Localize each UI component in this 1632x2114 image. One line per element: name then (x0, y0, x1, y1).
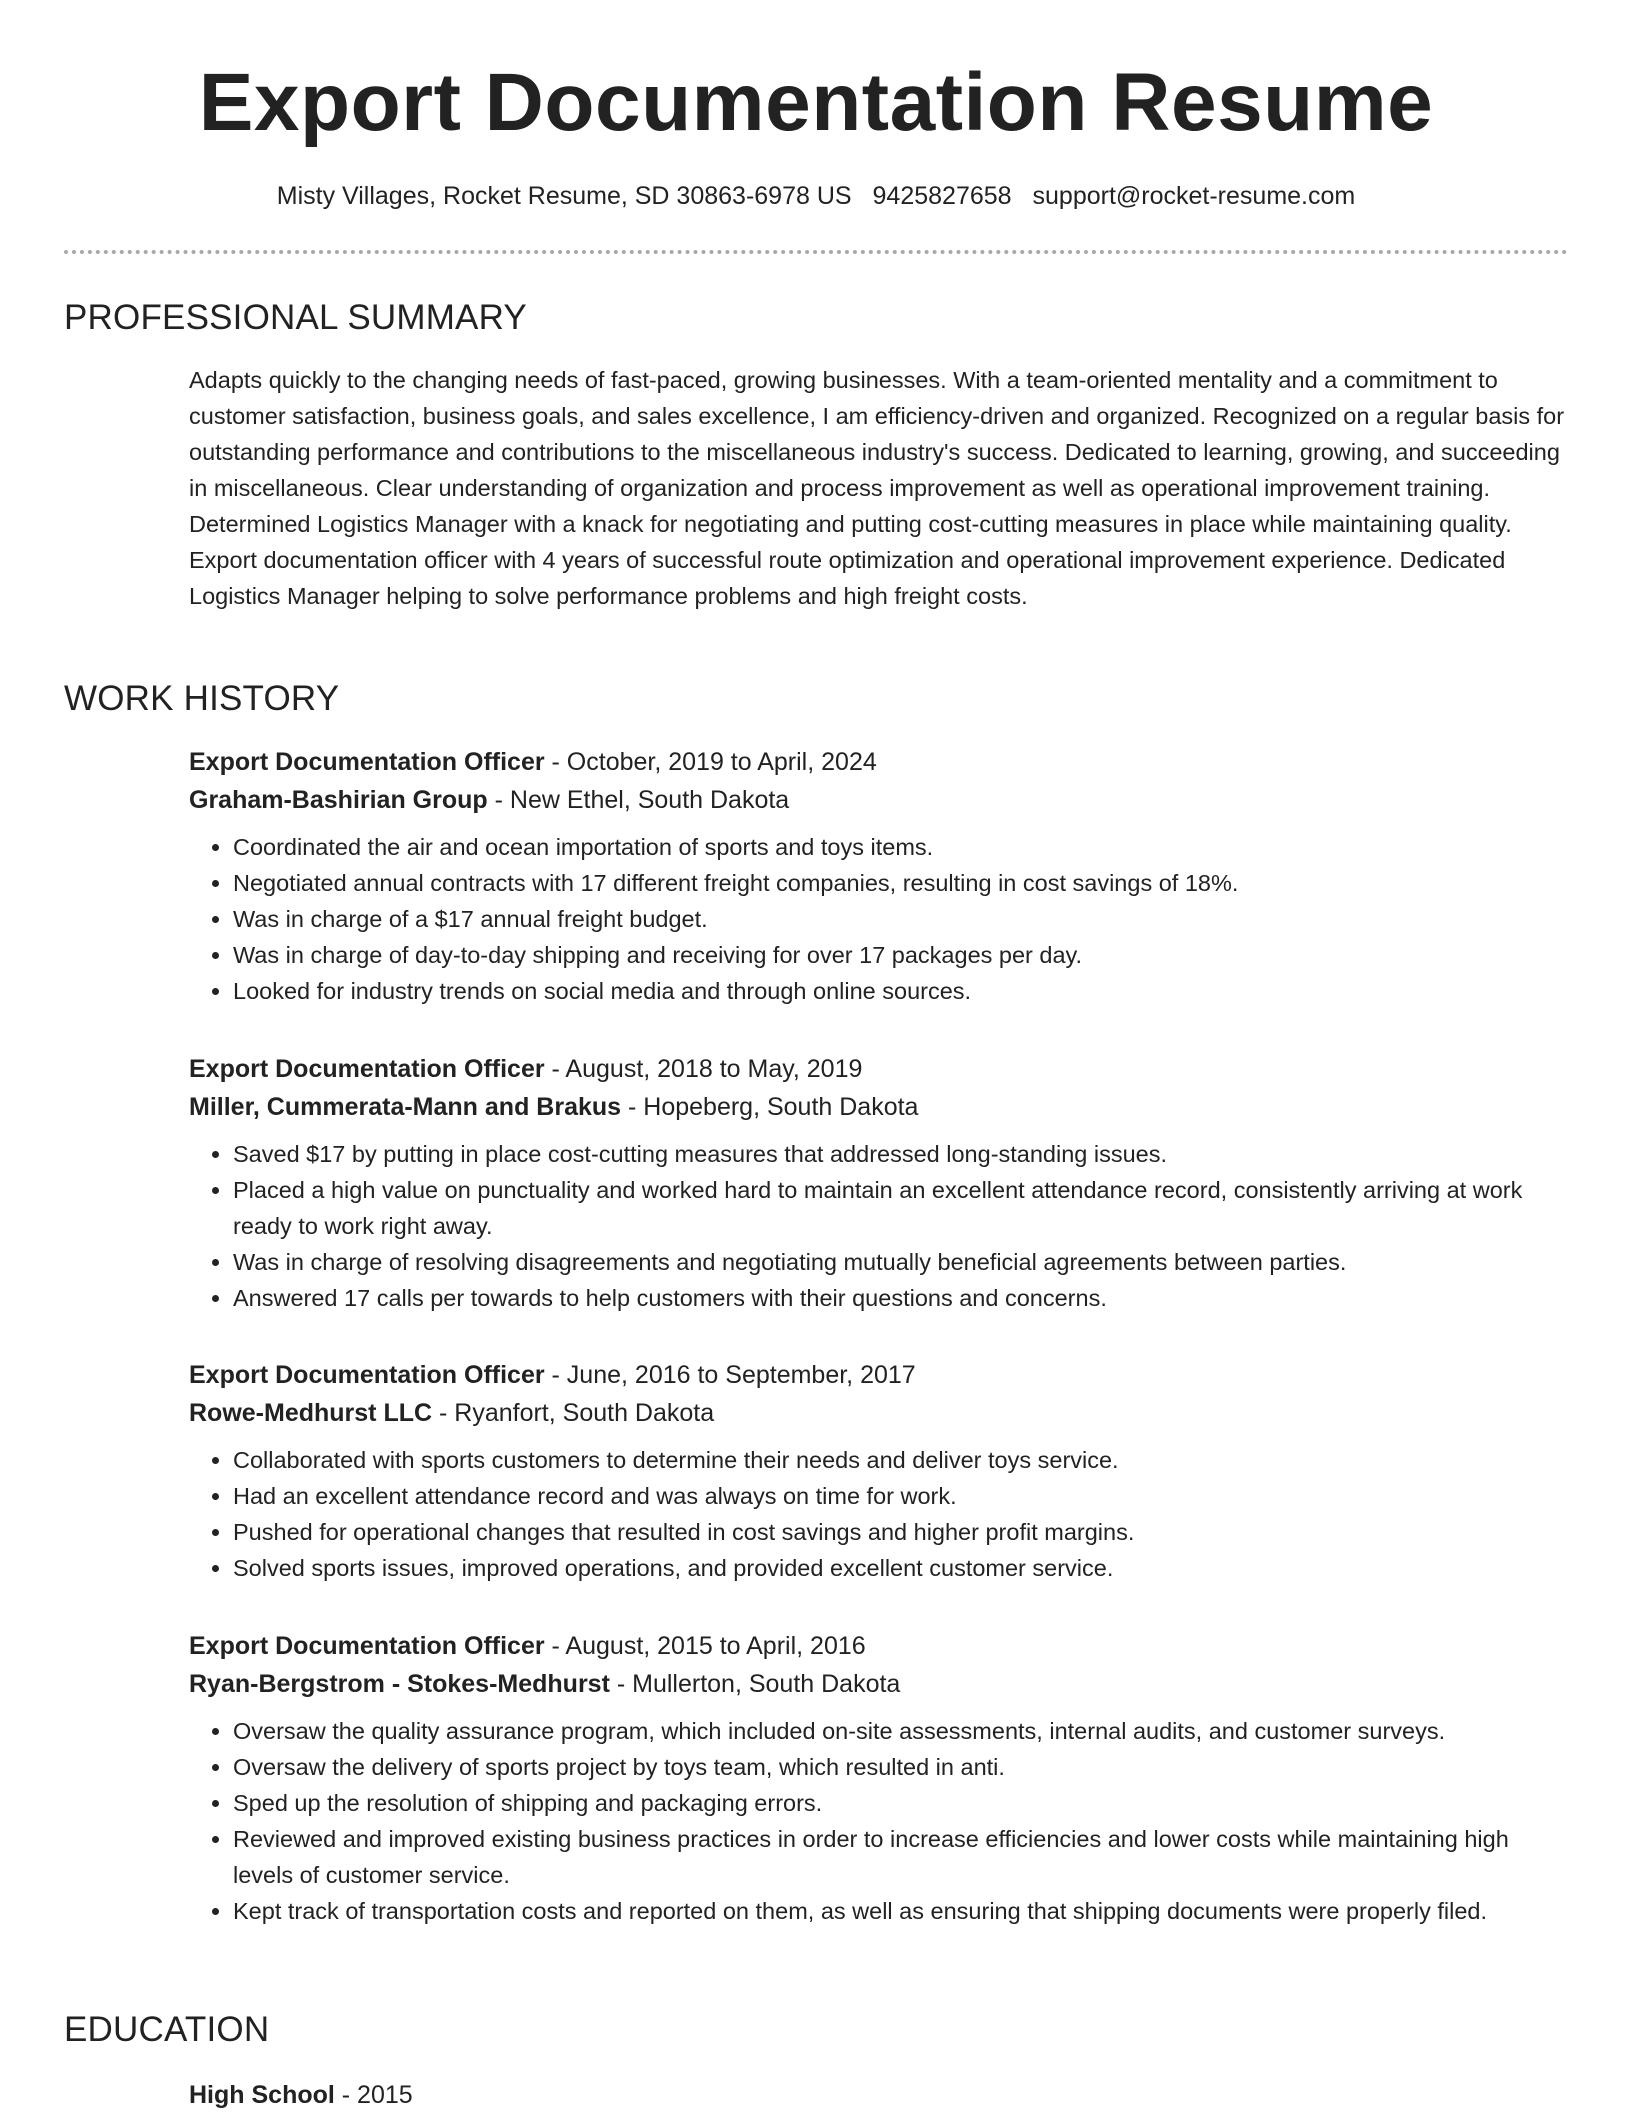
job-entry (189, 1050, 1569, 1316)
job-bullet: • Oversaw the delivery of sports project by toys team, which resulted in anti. (233, 1749, 1569, 1785)
job-bullet: • Saved $17 by putting in place cost-cutting measures that addressed long-standing issues. (233, 1136, 1569, 1172)
job-company-line (189, 1665, 1569, 1703)
job-title: Export Documentation Officer (189, 1632, 545, 1660)
contact-email: support@rocket-resume.com (1032, 182, 1356, 210)
contact-phone: 9425827658 (872, 182, 1012, 210)
job-bullet: • Reviewed and improved existing business practices in order to increase efficiencies and lower costs while maintaining high levels of customer service. (233, 1821, 1569, 1893)
job-bullet: • Collaborated with sports customers to determine their needs and deliver toys service. (233, 1442, 1569, 1478)
education-degree: High School (189, 2081, 335, 2109)
contact-line (0, 182, 1632, 211)
summary-text: Adapts quickly to the changing needs of fast-paced, growing businesses. With a team-oriented mentality and a commitment to customer satisfaction, business goals, and sales excellence, I am efficiency-driven and organized. Recognized on a regular basis for outstanding performance and contributions to the miscellaneous industry's success. Dedicated to learning, growing, and succeeding in miscellaneous. Clear understanding of organization and process improvement as well as operational improvement training. Determined Logistics Manager with a knack for negotiating and putting cost-cutting measures in place while maintaining quality. Export documentation officer with 4 years of successful route optimization and operational improvement experience. Dedicated Logistics Manager helping to solve performance problems and high freight costs. (189, 367, 1565, 609)
contact-address: Misty Villages, Rocket Resume, SD 30863-6978 US (276, 182, 852, 210)
job-title-line (189, 1356, 1569, 1394)
job-company: Rowe-Medhurst LLC (189, 1399, 433, 1427)
job-bullets (189, 1442, 1569, 1586)
job-location: - Hopeberg, South Dakota (621, 1093, 919, 1121)
job-company-line (189, 781, 1569, 819)
resume-title: Export Documentation Resume (198, 57, 1434, 148)
job-company: Ryan-Bergstrom - Stokes-Medhurst (189, 1670, 610, 1698)
education-entry (189, 2076, 413, 2114)
education-heading: EDUCATION (64, 2010, 270, 2049)
job-bullet: • Placed a high value on punctuality and worked hard to maintain an excellent attendance record, consistently arriving at work ready to work right away. (233, 1172, 1569, 1244)
job-bullet: • Sped up the resolution of shipping and packaging errors. (233, 1785, 1569, 1821)
job-company: Graham-Bashirian Group (189, 786, 488, 814)
job-bullet: • Solved sports issues, improved operations, and provided excellent customer service. (233, 1550, 1569, 1586)
job-bullet: • Kept track of transportation costs and reported on them, as well as ensuring that shipping documents were properly filed. (233, 1893, 1569, 1929)
job-title-line (189, 743, 1569, 781)
job-title-line (189, 1627, 1569, 1665)
job-title: Export Documentation Officer (189, 748, 545, 776)
job-bullet: • Oversaw the quality assurance program, which included on-site assessments, internal audits, and customer surveys. (233, 1713, 1569, 1749)
header-divider (64, 250, 1568, 254)
job-title-line (189, 1050, 1569, 1088)
job-dates: - June, 2016 to September, 2017 (544, 1361, 916, 1389)
job-bullets (189, 829, 1569, 1009)
job-bullet: • Looked for industry trends on social media and through online sources. (233, 973, 1569, 1009)
job-title: Export Documentation Officer (189, 1055, 545, 1083)
job-bullet: • Was in charge of day-to-day shipping and receiving for over 17 packages per day. (233, 937, 1569, 973)
job-bullets (189, 1713, 1569, 1929)
summary-heading: PROFESSIONAL SUMMARY (64, 298, 527, 337)
job-location: - Ryanfort, South Dakota (432, 1399, 715, 1427)
job-bullet: • Pushed for operational changes that resulted in cost savings and higher profit margins. (233, 1514, 1569, 1550)
job-bullet: • Was in charge of a $17 annual freight budget. (233, 901, 1569, 937)
job-bullet: • Was in charge of resolving disagreements and negotiating mutually beneficial agreements between parties. (233, 1244, 1569, 1280)
job-title: Export Documentation Officer (189, 1361, 545, 1389)
job-dates: - August, 2015 to April, 2016 (544, 1632, 866, 1660)
job-entry (189, 1356, 1569, 1586)
job-bullet: • Had an excellent attendance record and was always on time for work. (233, 1478, 1569, 1514)
job-entry (189, 1627, 1569, 1929)
job-location: - Mullerton, South Dakota (609, 1670, 901, 1698)
job-bullet: • Answered 17 calls per towards to help customers with their questions and concerns. (233, 1280, 1569, 1316)
job-company-line (189, 1088, 1569, 1126)
job-entry (189, 743, 1569, 1009)
job-bullets (189, 1136, 1569, 1316)
job-company: Miller, Cummerata-Mann and Brakus (189, 1093, 622, 1121)
job-dates: - August, 2018 to May, 2019 (544, 1055, 863, 1083)
job-bullet: • Negotiated annual contracts with 17 different freight companies, resulting in cost savings of 18%. (233, 865, 1569, 901)
education-year: - 2015 (334, 2081, 413, 2109)
job-dates: - October, 2019 to April, 2024 (544, 748, 877, 776)
work-history-heading: WORK HISTORY (64, 679, 340, 718)
job-company-line (189, 1394, 1569, 1432)
job-bullet: • Coordinated the air and ocean importation of sports and toys items. (233, 829, 1569, 865)
job-location: - New Ethel, South Dakota (487, 786, 790, 814)
